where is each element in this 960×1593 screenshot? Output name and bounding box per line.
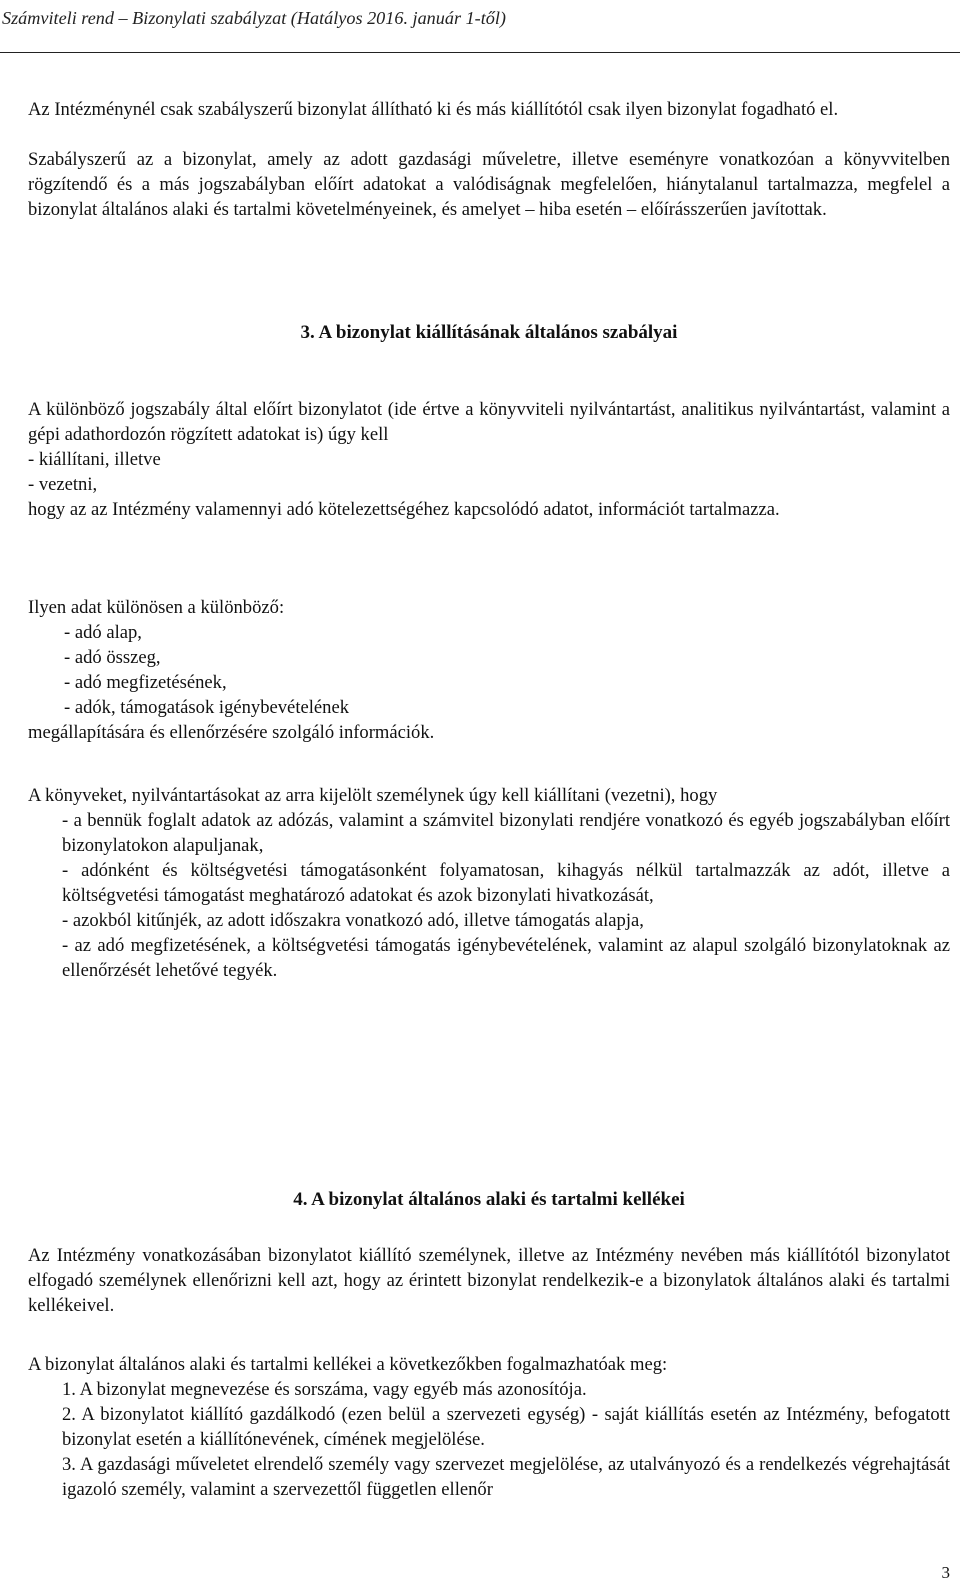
section-3-block-1	[28, 397, 950, 522]
page-number: 3	[941, 1563, 950, 1582]
list-item: 3. A gazdasági műveletet elrendelő személy vagy szervezet megjelölése, az utalványozó és a rendelkezés végrehajtását igazoló személy, valamint a szervezettől független ellenőr	[62, 1454, 950, 1500]
section-4-block-2	[28, 1352, 950, 1502]
list-item: - kiállítani, illetve	[28, 449, 161, 470]
section-3-paragraph-5: A könyveket, nyilvántartásokat az arra kijelölt személynek úgy kell kiállítani (vezetni), hogy	[28, 785, 718, 806]
section-3-paragraph-4: megállapítására és ellenőrzésére szolgáló információk.	[28, 722, 435, 743]
section-3-block-3	[28, 783, 950, 983]
page-header	[0, 0, 960, 53]
list-item: - adó megfizetésének,	[64, 672, 227, 693]
section-3-block-2	[28, 595, 950, 745]
list-item: - adó összeg,	[64, 647, 161, 668]
list-item: - a bennük foglalt adatok az adózás, valamint a számvitel bizonylati rendjére vonatkozó és egyéb jogszabályban előírt bizonylatokon alapuljanak,	[62, 810, 950, 856]
list-item: - adónként és költségvetési támogatásonként folyamatosan, kihagyás nélkül tartalmazzák az adót, illetve a költségvetési támogatást meghatározó adatokat és azok bizonylati hivatkozását,	[62, 860, 950, 906]
list-item: - adó alap,	[64, 622, 142, 643]
section-3-paragraph-1: A különböző jogszabály által előírt bizonylatot (ide értve a könyvviteli nyilvántartást, analitikus nyilvántartást, valamint a gépi adathordozón rögzített adatokat is) úgy kell	[28, 399, 950, 445]
list-item: - azokból kitűnjék, az adott időszakra vonatkozó adó, illetve támogatás alapja,	[62, 910, 644, 931]
list-item: - az adó megfizetésének, a költségvetési támogatás igénybevételének, valamint az alapul szolgáló bizonylatoknak az ellenőrzését lehetővé tegyék.	[62, 935, 950, 981]
list-item: 2. A bizonylatot kiállító gazdálkodó (ezen belül a szervezeti egység) - saját kiállítás esetén az Intézmény, befogatott bizonylat esetén a kiállítónevének, címének megjelölése.	[62, 1404, 950, 1450]
intro-paragraph-2: Szabályszerű az a bizonylat, amely az adott gazdasági műveletre, illetve eseményre vonatkozóan a könyvvitelben rögzítendő és a más jogszabályban előírt adatokat a valódiságnak megfelelően, hiánytalanul tartalmazza, megfelel a bizonylat általános alaki és tartalmi követelményeinek, és amelyet – hiba esetén – előírásszerűen javítottak.	[28, 149, 950, 220]
section-3-paragraph-2: hogy az az Intézmény valamennyi adó kötelezettségéhez kapcsolódó adatot, információt tartalmazza.	[28, 499, 780, 520]
section-4-paragraph-2: A bizonylat általános alaki és tartalmi kellékei a következőkben fogalmazhatóak meg:	[28, 1354, 668, 1375]
header-title: Számviteli rend – Bizonylati szabályzat (Hatályos 2016. január 1-től)	[2, 8, 506, 28]
intro-paragraph-1: Az Intézménynél csak szabályszerű bizonylat állítható ki és más kiállítótól csak ilyen bizonylat fogadható el.	[28, 99, 839, 120]
section-4-paragraph-1: Az Intézmény vonatkozásában bizonylatot kiállító személynek, illetve az Intézmény nevében más kiállítótól bizonylatot elfogadó személynek ellenőrizni kell azt, hogy az érintett bizonylat rendelkezik-e a bizonylatok általános alaki és tartalmi kellékeivel.	[28, 1245, 950, 1316]
section-3-heading: 3. A bizonylat kiállításának általános szabályai	[300, 322, 678, 343]
section-3-paragraph-3: Ilyen adat különösen a különböző:	[28, 597, 285, 618]
list-item: 1. A bizonylat megnevezése és sorszáma, vagy egyéb más azonosítója.	[62, 1379, 587, 1400]
list-item: - vezetni,	[28, 474, 98, 495]
section-4-heading: 4. A bizonylat általános alaki és tartalmi kellékei	[293, 1189, 685, 1210]
list-item: - adók, támogatások igénybevételének	[64, 697, 349, 718]
